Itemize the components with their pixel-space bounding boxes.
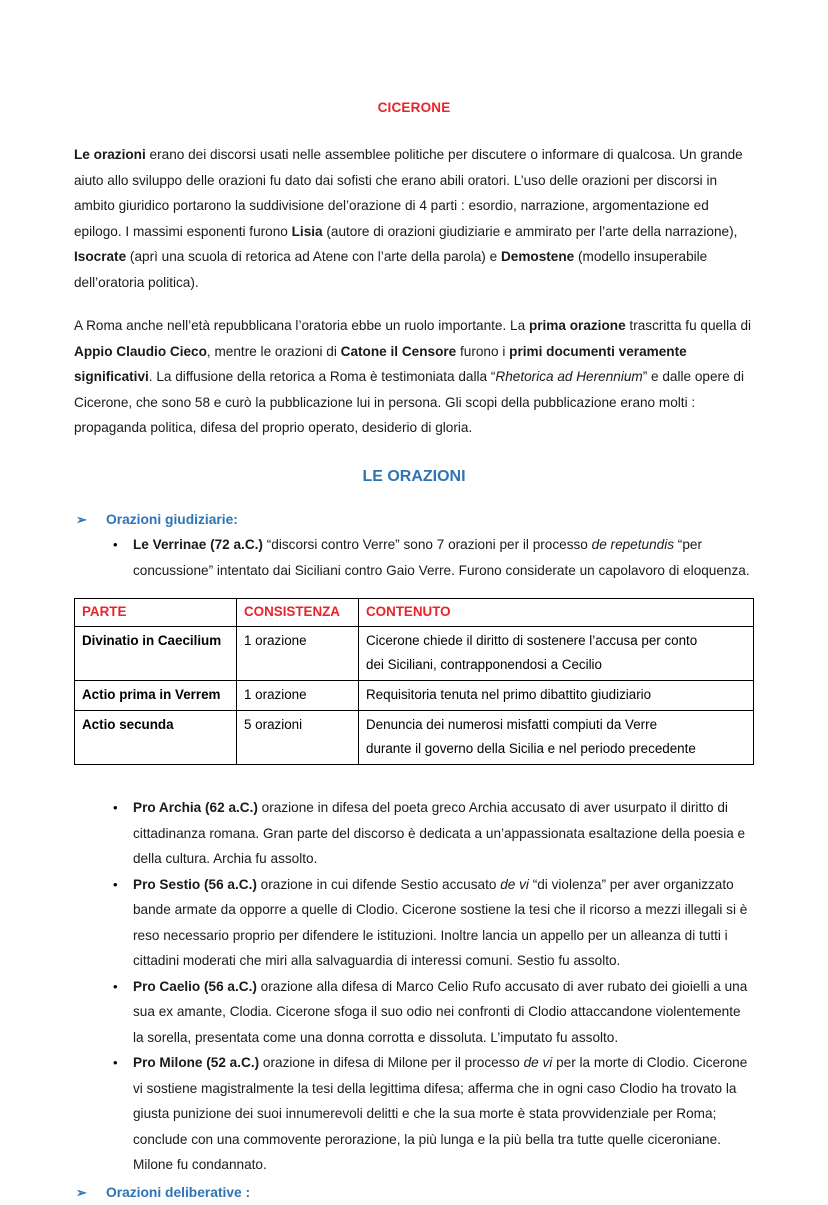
table-row — [75, 627, 754, 681]
spacer — [74, 765, 754, 795]
group-heading-label: Orazioni giudiziarie: — [106, 512, 238, 528]
bullet-dot-icon: • — [113, 537, 118, 553]
table-row — [75, 711, 754, 765]
table-body — [75, 627, 754, 765]
cell-parte: Actio prima in Verrem — [75, 681, 237, 711]
table-header-row — [75, 599, 754, 627]
verrinae-list — [74, 532, 754, 583]
list-item-pro-milone — [74, 1050, 754, 1178]
table-row — [75, 681, 754, 711]
cell-contenuto: Cicerone chiede il diritto di sostenere l’accusa per conto dei Siciliani, contrapponendosi a Cecilio — [359, 627, 754, 681]
list-item-pro-caelio — [74, 974, 754, 1051]
orations-list — [74, 795, 754, 1178]
group-heading-orazioni-deliberative — [74, 1180, 754, 1205]
group-heading-label: Orazioni deliberative : — [106, 1184, 251, 1200]
column-header-consistenza: CONSISTENZA — [237, 599, 359, 627]
cell-parte: Actio secunda — [75, 711, 237, 765]
cell-parte: Divinatio in Caecilium — [75, 627, 237, 681]
paragraph-orazioni: Le orazioni erano dei discorsi usati nelle assemblee politiche per discutere o informare di qualcosa. Un grande aiuto allo sviluppo delle orazioni fu dato dai sofisti che erano abili oratori. L’uso delle orazioni per discorsi in ambito giuridico portarono la suddivisione del’orazione di 4 parti : esordio, narrazione, argomentazione ed epilogo. I massimi esponenti furono Lisia (autore di orazioni giudiziarie e ammirato per l’arte della narrazione), Isocrate (aprì una scuola di retorica ad Atene con l’arte della parola) e Demostene (modello insuperabile dell’oratoria politica). — [74, 147, 743, 290]
cell-contenuto: Requisitoria tenuta nel primo dibattito giudiziario — [359, 681, 754, 711]
list-item-pro-archia — [74, 795, 754, 872]
paragraph-roma: A Roma anche nell’età repubblicana l’oratoria ebbe un ruolo importante. La prima orazione trascritta fu quella di Appio Claudio Cieco, mentre le orazioni di Catone il Censore furono i primi documenti veramente significativi. La diffusione della retorica a Roma è testimoniata dalla “Rhetorica ad Herennium” e dalle opere di Cicerone, che sono 58 e curò la pubblicazione lui in persona. Gli scopi della pubblicazione erano molti : propaganda politica, difesa del proprio operato, desiderio di gloria. — [74, 318, 752, 436]
section-title-le-orazioni: LE ORAZIONI — [362, 467, 466, 485]
list-item-text: Pro Caelio (56 a.C.) orazione alla difesa di Marco Celio Rufo accusato di aver rubato dei gioielli a una sua ex amante, Clodia. Cicerone sfoga il suo odio nei confronti di Clodio attaccandone violentemente la sorella, presentata come una donna corrotta e dissoluta. L’imputato fu assolto. — [133, 978, 748, 1045]
cell-consistenza: 1 orazione — [237, 627, 359, 681]
cell-consistenza: 5 orazioni — [237, 711, 359, 765]
list-item-text: Pro Archia (62 a.C.) orazione in difesa del poeta greco Archia accusato di aver usurpato il diritto di cittadinanza romana. Gran parte del discorso è dedicata a un’appassionata esaltazione della poesia e della cultura. Archia fu assolto. — [133, 800, 746, 867]
group-heading-orazioni-giudiziarie — [74, 507, 754, 532]
list-item-text: Pro Milone (52 a.C.) orazione in difesa di Milone per il processo de vi per la morte di Clodio. Cicerone vi sostiene magistralmente la tesi della legittima difesa; afferma che in ogni caso Clodio ha trovato la giusta punizione dei suoi innumerevoli delitti e che la sua morte è stata provvidenziale per Roma; conclude con una commovente perorazione, la più lunga e la più bella tra tutte quelle ciceroniane. Milone fu condannato. — [133, 1055, 748, 1173]
list-item-verrinae — [74, 532, 754, 583]
bullet-dot-icon: • — [113, 800, 118, 816]
page-title: CICERONE — [377, 100, 451, 115]
list-item-text: Le Verrinae (72 a.C.) “discorsi contro Verre” sono 7 orazioni per il processo de repetundis “per concussione” intentato dai Siciliani contro Gaio Verre. Furono considerate un capolavoro di eloquenza. — [133, 537, 750, 578]
list-item-text: Pro Sestio (56 a.C.) orazione in cui difende Sestio accusato de vi “di violenza” per aver organizzato bande armate da opporre a quelle di Clodio. Cicerone sostiene la tesi che il ricorso a mezzi illegali si è reso necessario proprio per difendere le istituzioni. Inoltre lancia un appello per un alleanza di tutti i cittadini moderati che miri alla salvaguardia di interessi comuni. Sestio fu assolto. — [133, 876, 748, 969]
arrow-bullet-icon: ➢ — [76, 1184, 87, 1200]
cell-consistenza: 1 orazione — [237, 681, 359, 711]
cell-contenuto: Denuncia dei numerosi misfatti compiuti da Verre durante il governo della Sicilia e nel periodo precedente — [359, 711, 754, 765]
bullet-dot-icon: • — [113, 978, 118, 994]
column-header-parte: PARTE — [75, 599, 237, 627]
arrow-bullet-icon: ➢ — [76, 512, 87, 528]
list-item-pro-sestio — [74, 872, 754, 974]
bullet-dot-icon: • — [113, 1055, 118, 1071]
verrinae-parts-table — [74, 598, 754, 765]
bullet-dot-icon: • — [113, 876, 118, 892]
column-header-contenuto: CONTENUTO — [359, 599, 754, 627]
